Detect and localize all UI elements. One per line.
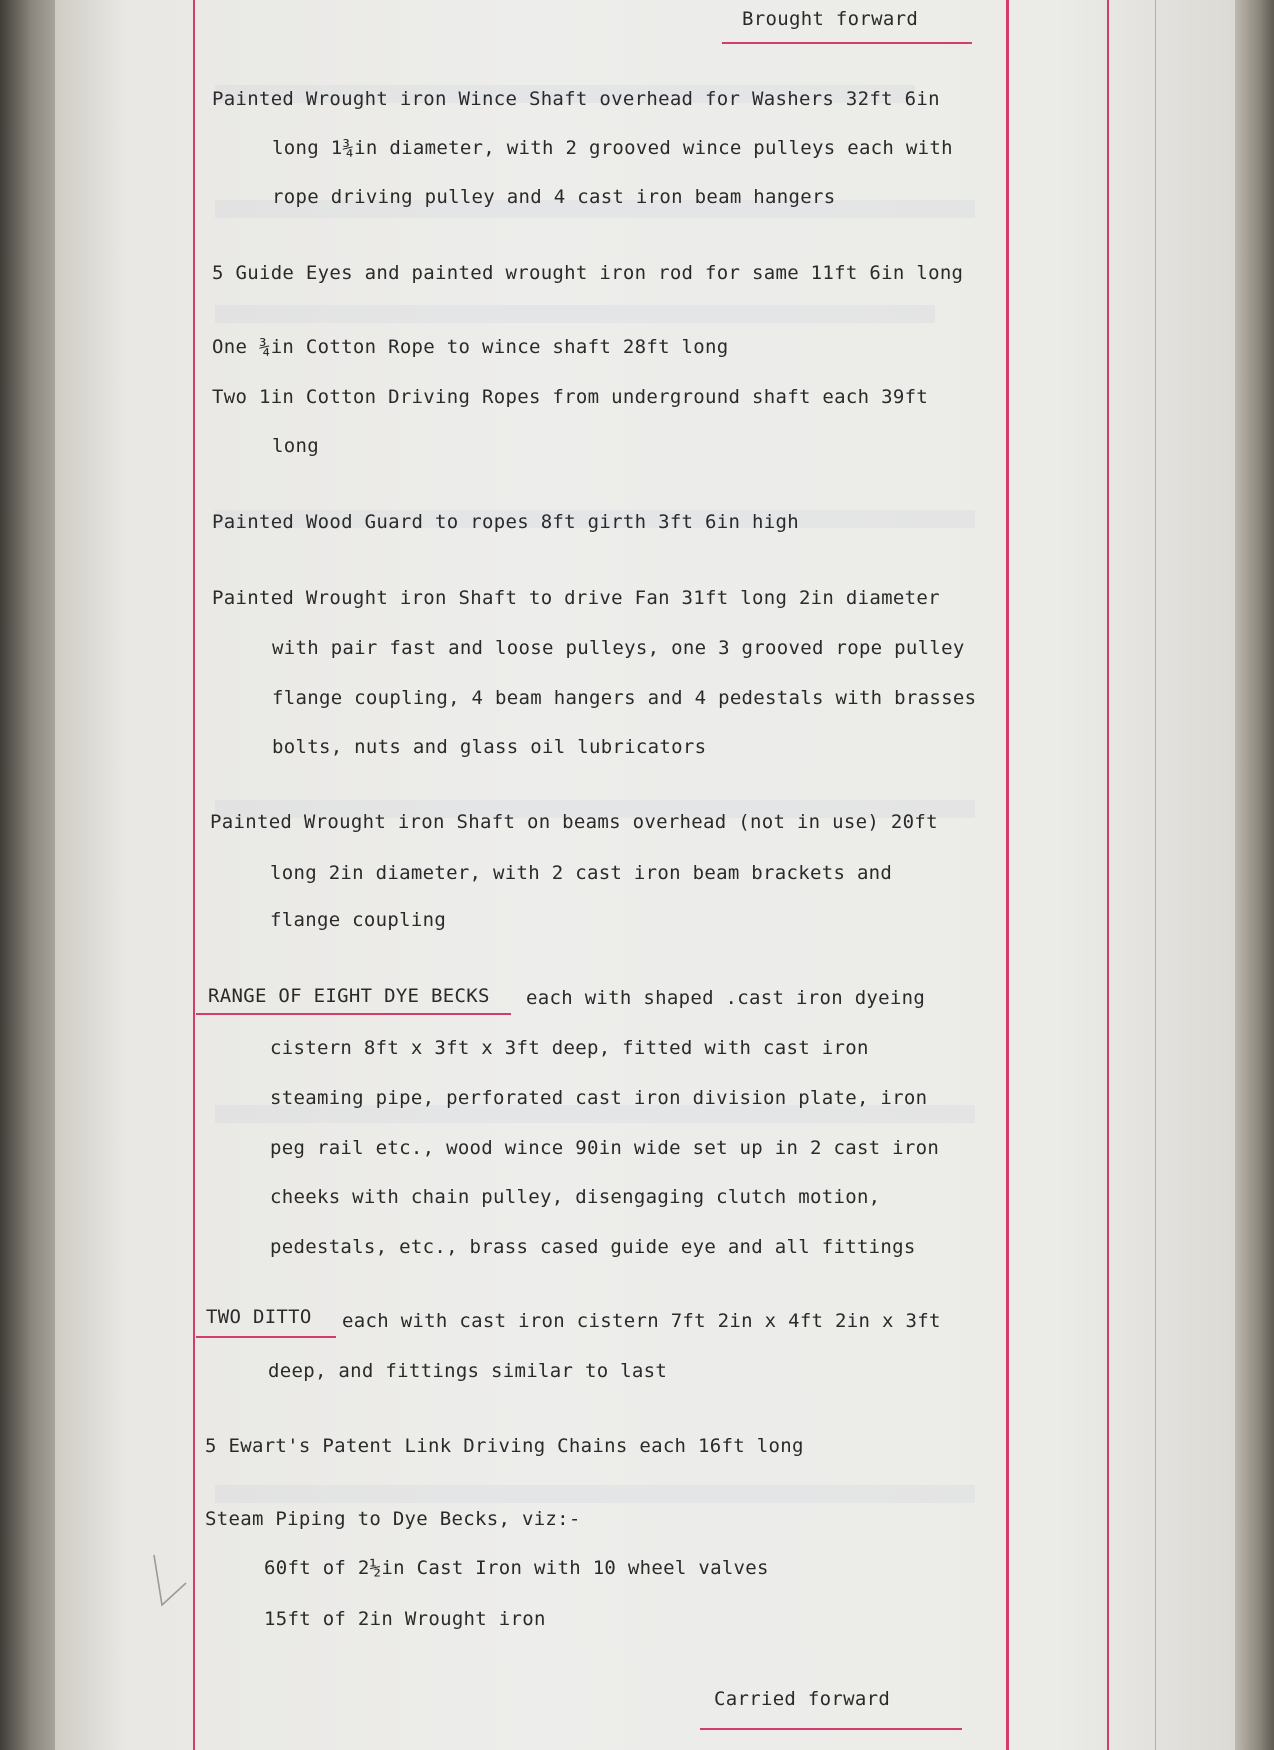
entry-line: 5 Ewart's Patent Link Driving Chains each 16ft long bbox=[205, 1435, 804, 1457]
entry-line: long 2in diameter, with 2 cast iron beam brackets and bbox=[270, 862, 893, 884]
range-heading-underline bbox=[196, 1013, 511, 1015]
brought-forward-underline bbox=[722, 42, 972, 44]
entry-line: flange coupling, 4 beam hangers and 4 pedestals with brasses bbox=[272, 687, 977, 709]
entry-line: 60ft of 2½in Cast Iron with 10 wheel valves bbox=[264, 1557, 769, 1579]
two-ditto-underline bbox=[196, 1336, 336, 1338]
entry-line: Painted Wrought iron Shaft to drive Fan 31ft long 2in diameter bbox=[212, 587, 940, 609]
amount-column-rule-2 bbox=[1107, 0, 1109, 1750]
carried-forward-label: Carried forward bbox=[714, 1688, 891, 1710]
entry-line: rope driving pulley and 4 cast iron beam hangers bbox=[272, 186, 836, 208]
entry-line: cistern 8ft x 3ft x 3ft deep, fitted with cast iron bbox=[270, 1037, 869, 1059]
range-heading-rest: each with shaped .cast iron dyeing bbox=[526, 987, 926, 1009]
entry-line: Painted Wood Guard to ropes 8ft girth 3ft 6in high bbox=[212, 511, 799, 533]
entry-line: flange coupling bbox=[270, 909, 447, 931]
entry-line: deep, and fittings similar to last bbox=[268, 1360, 668, 1382]
entry-line: pedestals, etc., brass cased guide eye and all fittings bbox=[270, 1236, 916, 1258]
entry-line: One ¾in Cotton Rope to wince shaft 28ft long bbox=[212, 336, 729, 358]
entry-line: steaming pipe, perforated cast iron division plate, iron bbox=[270, 1087, 928, 1109]
pencil-tick-mark bbox=[150, 1545, 190, 1615]
two-ditto-rest: each with cast iron cistern 7ft 2in x 4ft 2in x 3ft bbox=[342, 1310, 941, 1332]
amount-column-rule bbox=[1006, 0, 1009, 1750]
left-margin-rule bbox=[193, 0, 195, 1750]
entry-line: Painted Wrought iron Shaft on beams overhead (not in use) 20ft bbox=[210, 811, 938, 833]
range-heading: RANGE OF EIGHT DYE BECKS bbox=[208, 985, 490, 1007]
entry-line: cheeks with chain pulley, disengaging clutch motion, bbox=[270, 1186, 881, 1208]
entry-line: 5 Guide Eyes and painted wrought iron rod for same 11ft 6in long bbox=[212, 262, 964, 284]
entry-line: bolts, nuts and glass oil lubricators bbox=[272, 736, 707, 758]
book-page-edge bbox=[1235, 0, 1274, 1750]
carried-forward-underline bbox=[700, 1728, 962, 1730]
entry-line: long bbox=[272, 435, 319, 457]
entry-line: Painted Wrought iron Wince Shaft overhead for Washers 32ft 6in bbox=[212, 88, 940, 110]
entry-line: peg rail etc., wood wince 90in wide set up in 2 cast iron bbox=[270, 1137, 940, 1159]
entry-line: Two 1in Cotton Driving Ropes from underground shaft each 39ft bbox=[212, 386, 929, 408]
entry-line: 15ft of 2in Wrought iron bbox=[264, 1608, 546, 1630]
entry-line: with pair fast and loose pulleys, one 3 grooved rope pulley bbox=[272, 637, 965, 659]
two-ditto-heading: TWO DITTO bbox=[206, 1306, 312, 1328]
entry-line: long 1¾in diameter, with 2 grooved wince pulleys each with bbox=[272, 137, 953, 159]
brought-forward-label: Brought forward bbox=[742, 8, 919, 30]
page-edge-rule bbox=[1155, 0, 1156, 1750]
entry-line: Steam Piping to Dye Becks, viz:- bbox=[205, 1508, 581, 1530]
